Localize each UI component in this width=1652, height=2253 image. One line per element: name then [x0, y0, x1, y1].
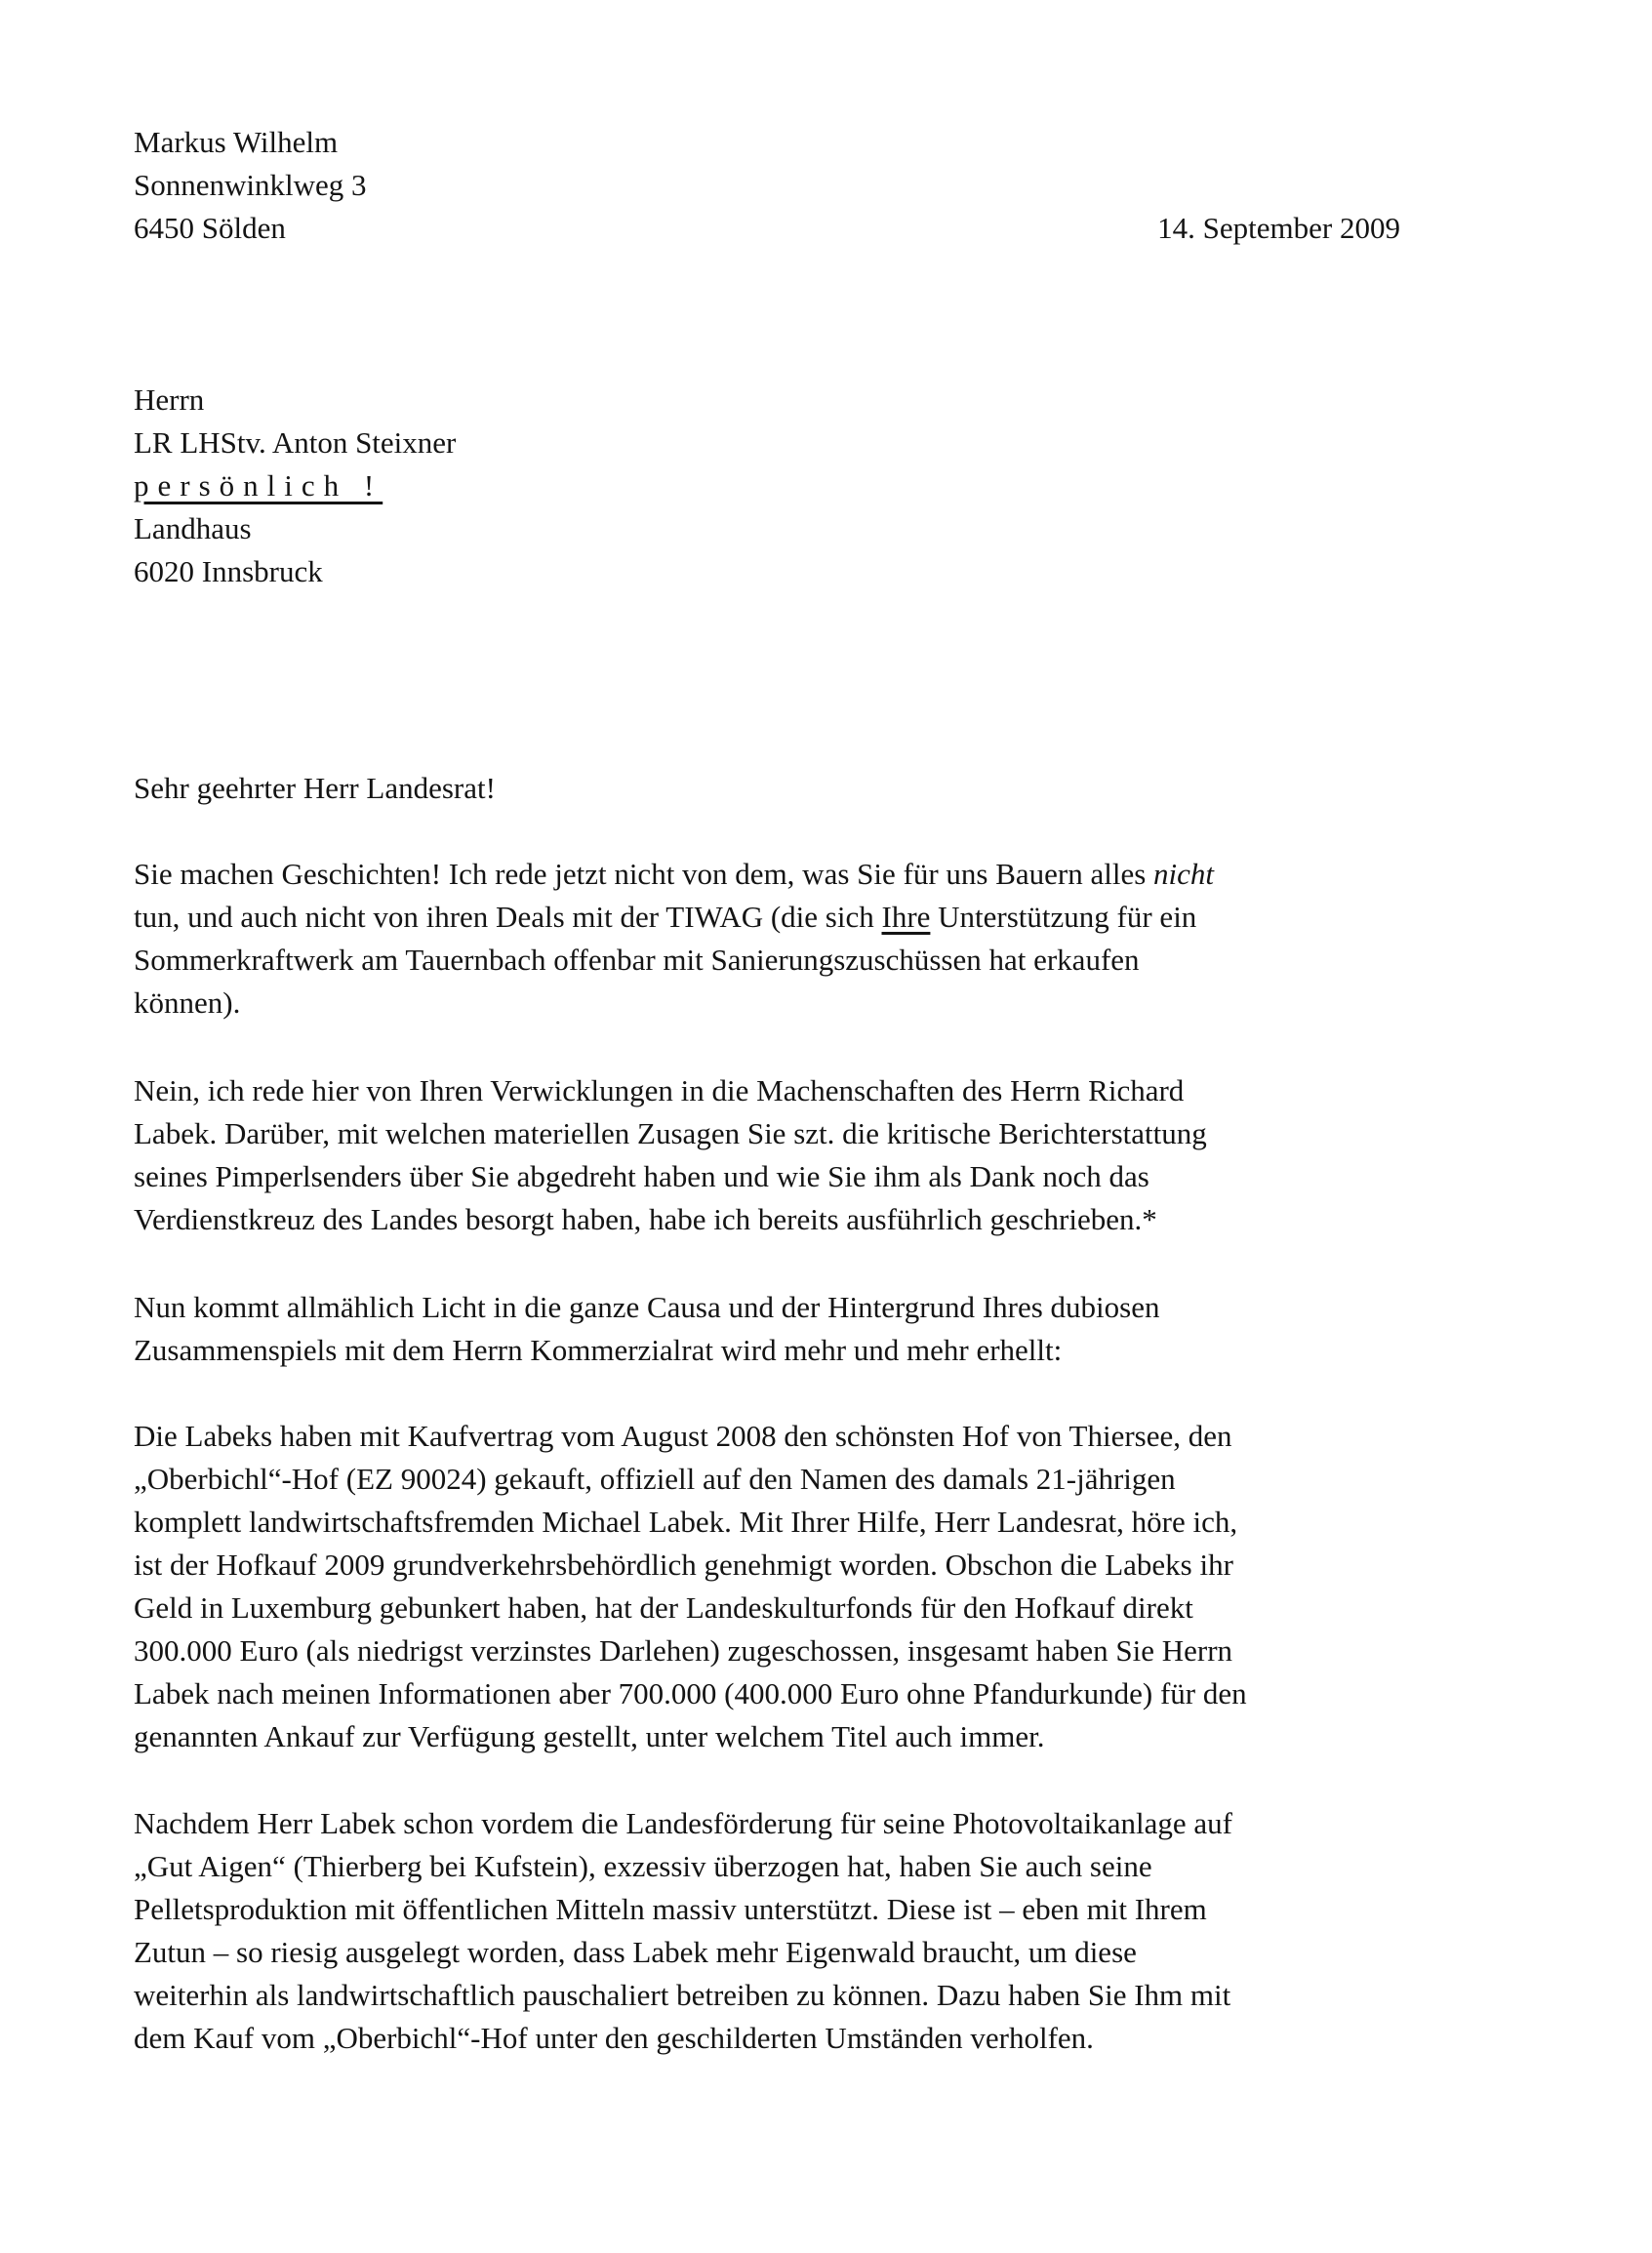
text-run: tun, und auch nicht von ihren Deals mit der TIWAG (die sich [134, 900, 882, 934]
recipient-line-5: 6020 Innsbruck [134, 554, 323, 588]
paragraph-1 [134, 853, 1422, 1025]
salutation: Sehr geehrter Herr Landesrat! [134, 771, 496, 805]
paragraph-line: Geld in Luxemburg gebunkert haben, hat der Landeskulturfonds für den Hofkauf direkt [134, 1590, 1193, 1625]
recipient-line-1: Herrn [134, 382, 205, 417]
paragraph-line: „Oberbichl“-Hof (EZ 90024) gekauft, offiziell auf den Namen des damals 21-jährigen [134, 1462, 1176, 1496]
paragraph-line: Zutun – so riesig ausgelegt worden, dass Labek mehr Eigenwald braucht, um diese [134, 1935, 1137, 1969]
paragraph-line: genannten Ankauf zur Verfügung gestellt, unter welchem Titel auch immer. [134, 1719, 1045, 1753]
paragraph-line: Sommerkraftwerk am Tauernbach offenbar mit Sanierungszuschüssen hat erkaufen [134, 943, 1140, 977]
sender-name: Markus Wilhelm [134, 125, 339, 159]
paragraph-3 [134, 1286, 1422, 1372]
recipient-line-4: Landhaus [134, 511, 252, 545]
paragraph-line: Zusammenspiels mit dem Herrn Kommerzialrat wird mehr und mehr erhellt: [134, 1333, 1063, 1367]
paragraph-line: Nun kommt allmählich Licht in die ganze Causa und der Hintergrund Ihres dubiosen [134, 1290, 1160, 1324]
paragraph-line: komplett landwirtschaftsfremden Michael Labek. Mit Ihrer Hilfe, Herr Landesrat, höre ich, [134, 1505, 1238, 1539]
paragraph-line: können). [134, 986, 241, 1020]
emphasis-nicht: nicht [1153, 857, 1215, 891]
paragraph-line: 300.000 Euro (als niedrigst verzinstes Darlehen) zugeschossen, insgesamt haben Sie Herrn [134, 1633, 1233, 1668]
paragraph-line: weiterhin als landwirtschaftlich pauschaliert betreiben zu können. Dazu haben Sie Ihm mit [134, 1978, 1231, 2012]
paragraph-line: „Gut Aigen“ (Thierberg bei Kufstein), exzessiv überzogen hat, haben Sie auch seine [134, 1849, 1152, 1883]
paragraph-line [134, 853, 1422, 896]
sender-street: Sonnenwinklweg 3 [134, 168, 367, 202]
text-run: Sie machen Geschichten! Ich rede jetzt nicht von dem, was Sie für uns Bauern alles [134, 857, 1154, 891]
paragraph-line: seines Pimperlsenders über Sie abgedreht haben und wie Sie ihm als Dank noch das [134, 1159, 1149, 1193]
paragraph-2 [134, 1069, 1422, 1241]
sender-city: 6450 Sölden [134, 211, 286, 245]
text-run: Unterstützung für ein [930, 900, 1197, 934]
paragraph-line: Verdienstkreuz des Landes besorgt haben, habe ich bereits ausführlich geschrieben.* [134, 1202, 1157, 1236]
paragraph-line: Labek nach meinen Informationen aber 700.000 (400.000 Euro ohne Pfandurkunde) für den [134, 1676, 1247, 1710]
paragraph-line: dem Kauf vom „Oberbichl“-Hof unter den geschilderten Umständen verholfen. [134, 2021, 1094, 2055]
recipient-line-2: LR LHStv. Anton Steixner [134, 425, 457, 460]
letter-date: 14. September 2009 [1157, 211, 1400, 245]
paragraph-5 [134, 1802, 1422, 2060]
paragraph-line: Nein, ich rede hier von Ihren Verwicklungen in die Machenschaften des Herrn Richard [134, 1073, 1185, 1107]
recipient-personal-note: persönlich ! [134, 468, 383, 503]
paragraph-line: Labek. Darüber, mit welchen materiellen Zusagen Sie szt. die kritische Berichterstattung [134, 1116, 1207, 1150]
paragraph-line: Nachdem Herr Labek schon vordem die Landesförderung für seine Photovoltaikanlage auf [134, 1806, 1232, 1840]
paragraph-4 [134, 1415, 1422, 1758]
paragraph-line: Pelletsproduktion mit öffentlichen Mitteln massiv unterstützt. Diese ist – eben mit Ihrem [134, 1892, 1207, 1926]
paragraph-line: Die Labeks haben mit Kaufvertrag vom August 2008 den schönsten Hof von Thiersee, den [134, 1419, 1232, 1453]
paragraph-line [134, 896, 1422, 939]
underlined-ihre: Ihre [881, 900, 931, 934]
paragraph-line: ist der Hofkauf 2009 grundverkehrsbehördlich genehmigt worden. Obschon die Labeks ihr [134, 1548, 1233, 1582]
